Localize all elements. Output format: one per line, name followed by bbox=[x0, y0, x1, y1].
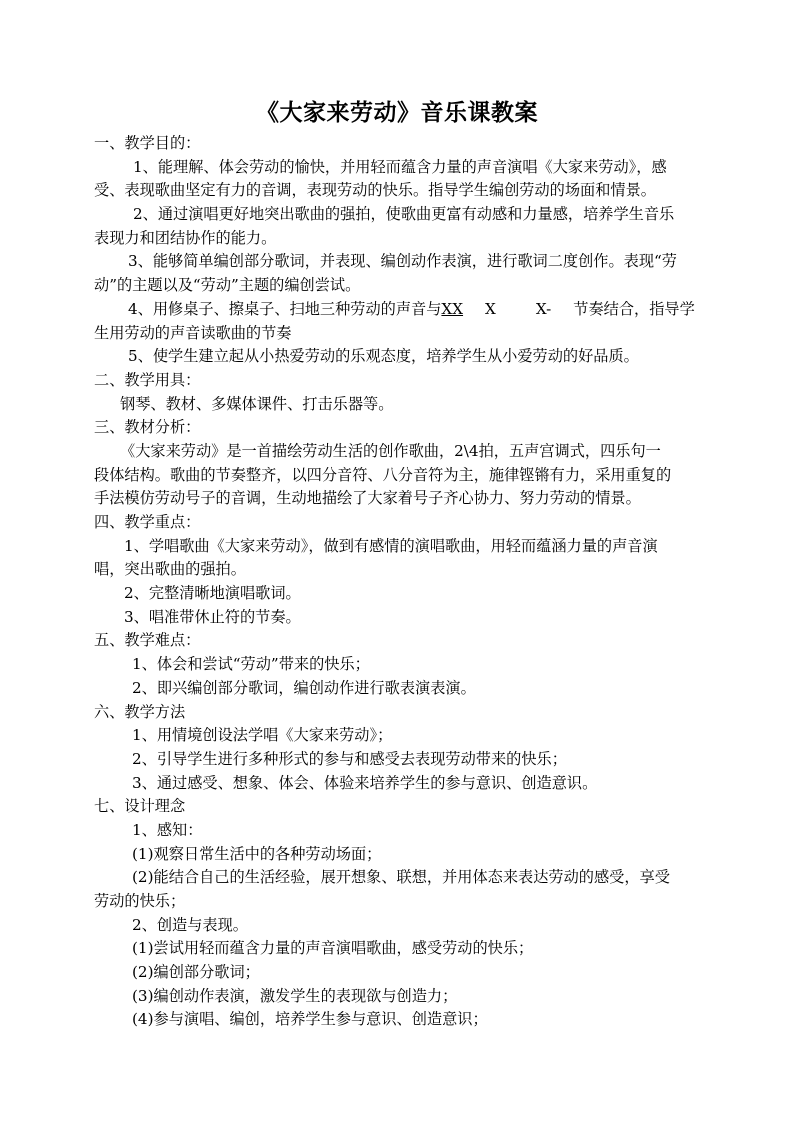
objective-4-line-2: 生用劳动的声音读歌曲的节奏 bbox=[94, 323, 292, 342]
key-point-1-line-1: 1、学唱歌曲《大家来劳动》，做到有感情的演唱歌曲，用轻而蕴涵力量的声音演 bbox=[124, 536, 658, 555]
objective-3-line-2: 动”的主题以及“劳动”主题的编创尝试。 bbox=[94, 276, 361, 295]
key-point-3: 3、唱准带休止符的节奏。 bbox=[124, 607, 301, 626]
material-analysis-line-3: 手法模仿劳动号子的音调，生动地描绘了大家着号子齐心协力、努力劳动的情景。 bbox=[94, 489, 641, 508]
page-title: 《大家来劳动》音乐课教案 bbox=[256, 99, 538, 126]
section-heading-design-concept: 七、设计理念 bbox=[94, 797, 186, 816]
objective-4-line-1 bbox=[94, 298, 702, 322]
objective-1-line-2: 受、表现歌曲坚定有力的音调，表现劳动的快乐。指导学生编创劳动的场面和情景。 bbox=[94, 181, 656, 200]
difficulty-2: 2、即兴编创部分歌词，编创动作进行歌表演表演。 bbox=[132, 678, 476, 697]
rhythm-x-dash: X- bbox=[535, 299, 552, 318]
method-2: 2、引导学生进行多种形式的参与和感受去表现劳动带来的快乐； bbox=[132, 749, 567, 768]
creation-item-3: (3)编创动作表演，激发学生的表现欲与创造力； bbox=[132, 986, 458, 1005]
method-1: 1、用情境创设法学唱《大家来劳动》； bbox=[132, 726, 393, 745]
objective-1-line-1: 1、能理解、体会劳动的愉快，并用轻而蕴含力量的声音演唱《大家来劳动》，感 bbox=[133, 157, 667, 176]
concept-creation-heading: 2、创造与表现。 bbox=[132, 915, 248, 934]
rhythm-x: X bbox=[485, 299, 496, 318]
objective-4-text-b: 节奏结合，指导学 bbox=[573, 299, 695, 318]
key-point-2: 2、完整清晰地演唱歌词。 bbox=[124, 584, 301, 603]
section-heading-difficulties: 五、教学难点： bbox=[94, 631, 201, 650]
section-heading-material-analysis: 三、教材分析： bbox=[94, 418, 201, 437]
creation-item-1: (1)尝试用轻而蕴含力量的声音演唱歌曲，感受劳动的快乐； bbox=[132, 939, 534, 958]
material-analysis-line-1: 《大家来劳动》是一首描绘劳动生活的创作歌曲，2\4拍，五声宫调式，四乐句一 bbox=[120, 441, 661, 460]
section-heading-objectives: 一、教学目的： bbox=[94, 134, 201, 152]
teaching-aids-list: 钢琴、教材、多媒体课件、打击乐器等。 bbox=[120, 394, 394, 413]
objective-2-line-1: 2、通过演唱更好地突出歌曲的强拍，使歌曲更富有动感和力量感，培养学生音乐 bbox=[133, 205, 675, 224]
perception-item-2-line-1: (2)能结合自己的生活经验，展开想象、联想，并用体态来表达劳动的感受，享受 bbox=[132, 868, 670, 887]
objective-5: 5、使学生建立起从小热爱劳动的乐观态度，培养学生从小爱劳动的好品质。 bbox=[128, 347, 639, 366]
objective-2-line-2: 表现力和团结协作的能力。 bbox=[94, 228, 277, 247]
key-point-1-line-2: 唱，突出歌曲的强拍。 bbox=[94, 560, 246, 579]
perception-item-1: (1)观察日常生活中的各种劳动场面； bbox=[132, 844, 382, 863]
rhythm-xx: XX bbox=[441, 299, 464, 318]
perception-item-2-line-2: 劳动的快乐； bbox=[94, 892, 186, 910]
section-heading-key-points: 四、教学重点： bbox=[94, 513, 201, 531]
objective-4-text-a: 4、用修桌子、擦桌子、扫地三种劳动的声音与 bbox=[128, 299, 442, 318]
material-analysis-line-2: 段体结构。歌曲的节奏整齐，以四分音符、八分音符为主，施律铿锵有力，采用重复的 bbox=[94, 465, 672, 484]
difficulty-1: 1、体会和尝试“劳动”带来的快乐； bbox=[132, 655, 370, 674]
objective-3-line-1: 3、能够简单编创部分歌词，并表现、编创动作表演，进行歌词二度创作。表现“劳 bbox=[128, 252, 677, 271]
concept-perception-heading: 1、感知： bbox=[132, 820, 203, 839]
section-heading-methods: 六、教学方法 bbox=[94, 702, 186, 721]
lesson-plan-body bbox=[94, 132, 702, 1032]
method-3: 3、通过感受、想象、体会、体验来培养学生的参与意识、创造意识。 bbox=[132, 773, 598, 792]
creation-item-4: (4)参与演唱、编创，培养学生参与意识、创造意识； bbox=[132, 1010, 488, 1029]
section-heading-teaching-aids: 二、教学用具： bbox=[94, 370, 201, 389]
creation-item-2: (2)编创部分歌词； bbox=[132, 963, 260, 982]
